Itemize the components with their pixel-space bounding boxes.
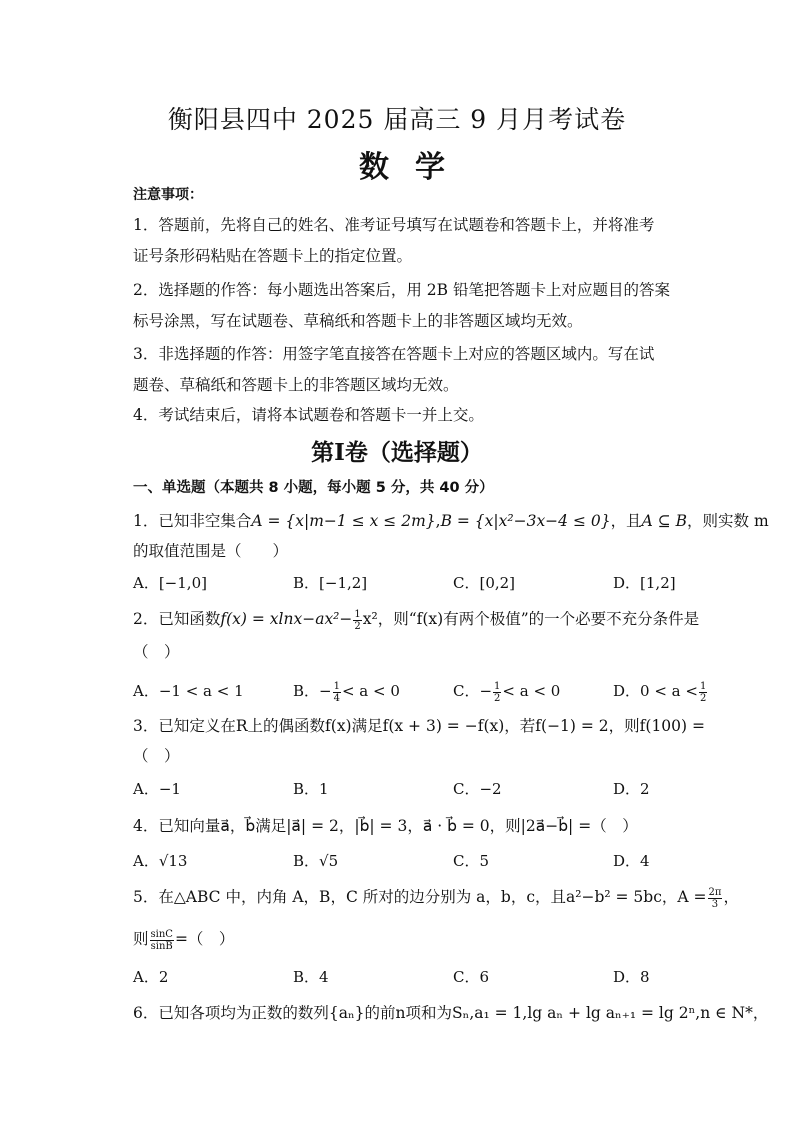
notice-line-2: 证号条形码粘贴在答题卡上的指定位置。: [133, 247, 413, 265]
question-6: 6．已知各项均为正数的数列{aₙ}的前n项和为Sₙ,a₁ = 1,lg aₙ + lg aₙ₊₁ = lg 2ⁿ,n ∈ N*，: [133, 1004, 769, 1022]
notice-line-7: 4．考试结束后，请将本试题卷和答题卡一并上交。: [133, 406, 484, 424]
q2-function: f(x) = xlnx−ax²−: [220, 610, 353, 628]
q2-option-a[interactable]: A．−1 < a < 1: [133, 682, 244, 700]
notice-line-1: 1．答题前，先将自己的姓名、准考证号填写在试题卷和答题卡上，并将准考: [133, 216, 655, 234]
question-3: 3．已知定义在R上的偶函数f(x)满足f(x + 3) = −f(x)，若f(−1) = 2，则f(100) =: [133, 717, 705, 735]
q3-line-2: （ ）: [133, 747, 180, 765]
q3-option-b[interactable]: B．1: [293, 780, 329, 798]
notice-line-3: 2．选择题的作答：每小题选出答案后，用 2B 铅笔把答题卡上对应题目的答案: [133, 281, 670, 299]
notice-heading: 注意事项：: [133, 187, 203, 203]
q5-ratio-fraction: $\frac{\sin C}{\sin B}$: [150, 928, 173, 952]
q1-prefix: 1．已知非空集合: [133, 512, 252, 530]
question-5: 5．在△ABC 中，内角 A，B，C 所对的边分别为 a，b，c，且a²−b² = 5bc，A = $\frac{2\pi}{3}$ ，: [133, 886, 739, 910]
q3-option-d[interactable]: D．2: [613, 780, 650, 798]
q1-mid: ，且: [610, 512, 642, 530]
q2-suffix: x²，则“f(x)有两个极值”的一个必要不充分条件是: [362, 610, 700, 628]
notice-line-4: 标号涂黑，写在试题卷、草稿纸和答题卡上的非答题区域均无效。: [133, 312, 583, 330]
notice-line-6: 题卷、草稿纸和答题卡上的非答题区域均无效。: [133, 376, 459, 394]
q4-option-c[interactable]: C．5: [453, 852, 490, 870]
notice-line-5: 3．非选择题的作答：用签字笔直接答在答题卡上对应的答题区域内。写在试: [133, 345, 655, 363]
exam-title: 衡阳县四中 2025 届高三 9 月月考试卷: [167, 105, 627, 134]
q2-option-c[interactable]: C．− $\frac{1}{2}$ < a < 0: [453, 680, 561, 704]
q1-condition: A ⊆ B: [641, 512, 688, 530]
q1-option-d[interactable]: D．[1,2]: [613, 574, 676, 592]
q3-option-a[interactable]: A．−1: [133, 780, 181, 798]
q5-option-c[interactable]: C．6: [453, 968, 490, 986]
q4-option-b[interactable]: B．√5: [293, 852, 339, 870]
q4-option-d[interactable]: D．4: [613, 852, 650, 870]
q5-line-2: 则 $\frac{\sin C}{\sin B}$ =（ ）: [133, 928, 235, 952]
question-2: [133, 607, 699, 632]
q5-angle-fraction: $\frac{2\pi}{3}$: [708, 886, 722, 910]
q2-option-d[interactable]: D．0 < a < $\frac{1}{2}$: [613, 680, 707, 704]
q2-option-b[interactable]: B．− $\frac{1}{4}$ < a < 0: [293, 680, 400, 704]
q1-option-b[interactable]: B．[−1,2]: [293, 574, 368, 592]
q2-line-2: （ ）: [133, 643, 180, 661]
q1-suffix: ，则实数 m: [687, 512, 769, 530]
part-heading: 一、单选题（本题共 8 小题，每小题 5 分，共 40 分）: [133, 480, 494, 496]
q2-half-fraction: $\frac{1}{2}$: [354, 608, 361, 632]
section-title: 第Ⅰ卷（选择题）: [311, 439, 483, 466]
subject-title: 数学: [359, 150, 471, 185]
question-4: 4．已知向量a⃗，b⃗满足|a⃗| = 2，|b⃗| = 3，a⃗ · b⃗ = 0，则|2a⃗−b⃗| =（ ）: [133, 817, 638, 835]
q5-option-b[interactable]: B．4: [293, 968, 329, 986]
q5-option-a[interactable]: A．2: [133, 968, 169, 986]
q1-option-a[interactable]: A．[−1,0]: [133, 574, 207, 592]
q2-prefix: 2．已知函数: [133, 610, 221, 628]
q4-option-a[interactable]: A．√13: [133, 852, 188, 870]
q1-option-c[interactable]: C．[0,2]: [453, 574, 516, 592]
q5-option-d[interactable]: D．8: [613, 968, 650, 986]
q1-set-a: A = {x|m−1 ≤ x ≤ 2m}: [251, 512, 436, 530]
question-1: 1．已知非空集合A = {x|m−1 ≤ x ≤ 2m},B = {x|x²−3x−4 ≤ 0}，且A ⊆ B，则实数 m: [133, 512, 769, 530]
q1-set-b: B = {x|x²−3x−4 ≤ 0}: [440, 512, 611, 530]
q3-option-c[interactable]: C．−2: [453, 780, 502, 798]
q1-line-2: 的取值范围是（ ）: [133, 542, 289, 560]
